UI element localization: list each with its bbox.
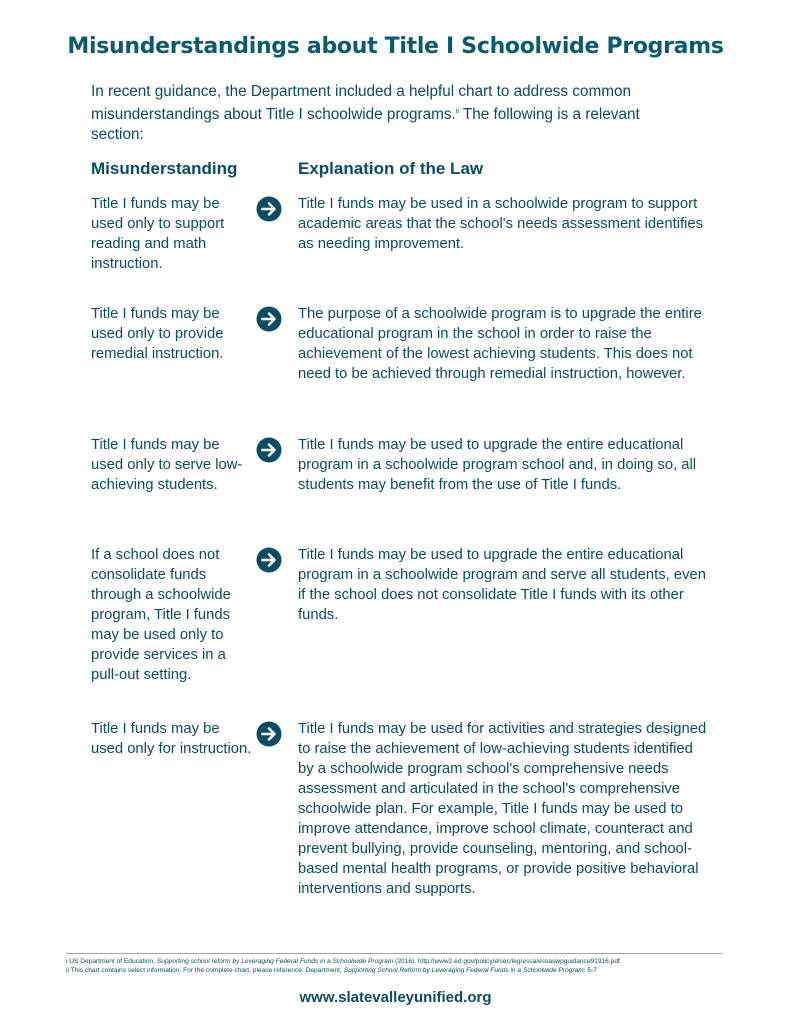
footnote-1 [66,957,746,966]
arrow-right-circle-icon [256,547,282,573]
arrow-right-circle-icon [256,437,282,463]
footnote-1-title: Supporting school reform by Leveraging Federal Funds in a Schoolwide Program [156,958,394,965]
footnote-1-prefix: i US Department of Education, [66,958,157,965]
intro-text: In recent guidance, the Department included a helpful chart to address common misunderstandings about Title I schoolwide programs. [91,83,631,124]
explanation-header: Explanation of the Law [298,159,484,178]
misunderstanding-1: Title I funds may be used only to support reading and math instruction. [91,196,225,272]
misunderstanding-4: If a school does not consolidate funds through a schoolwide program, Title I funds may be used only to provide services in a pull-out setting. [91,547,231,683]
intro-text-end: The following is a relevant section: [91,106,640,144]
page-title: Misunderstandings about Title I Schoolwide Programs [67,34,724,59]
arrow-right-circle-icon [256,306,282,332]
footnote-1-link[interactable]: (2016). http://www2.ed.gov/policy/elsec/leg/essa/essaswpguidance91916.pdf [393,958,620,965]
explanation-3: Title I funds may be used to upgrade the entire educational program in a schoolwide program school and, in doing so, all students may benefit from the use of Title I funds. [298,437,697,493]
footnote-divider [66,953,723,954]
intro-paragraph [91,82,681,145]
misunderstanding-3: Title I funds may be used only to serve low-achieving students. [91,437,243,493]
explanation-5: Title I funds may be used for activities and strategies designed to raise the achievement of low-achieving students identified by a schoolwide program school's comprehensive needs assessment and articulated in the school's comprehensive schoolwide plan. For example, Title I funds may be used to improve attendance, improve school climate, counteract and prevent bullying, provide counseling, mentoring, and school-based mental health programs, or provide positive behavioral interventions and supports. [298,721,707,897]
misunderstanding-5: Title I funds may be used only for instruction. [91,721,252,757]
footnote-2-title: Supporting School Reform by Leveraging Federal Funds in a Schoolwide Program [343,967,584,974]
footnote-2-prefix: ii This chart contains select information. For the complete chart, please reference: Department, [66,967,344,974]
website-link[interactable]: www.slatevalleyunified.org [299,989,492,1006]
misunderstanding-header: Misunderstanding [91,159,238,178]
footnote-2-pages: : 5-7 [583,967,597,974]
arrow-right-circle-icon [256,196,282,222]
footnote-2 [66,966,746,975]
explanation-2: The purpose of a schoolwide program is to upgrade the entire educational program in the school in order to raise the achievement of the lowest achieving students. This does not need to be achieved through remedial instruction, however. [298,306,702,382]
arrow-right-circle-icon [256,721,282,747]
explanation-4: Title I funds may be used to upgrade the entire educational program in a schoolwide program and serve all students, even if the school does not consolidate Title I funds with its other funds. [298,547,706,623]
misunderstanding-2: Title I funds may be used only to provide remedial instruction. [91,306,224,362]
footnote-marker[interactable]: ii [455,108,459,115]
explanation-1: Title I funds may be used in a schoolwide program to support academic areas that the school's needs assessment identifies as needing improvement. [298,196,704,252]
footnotes [66,957,746,975]
